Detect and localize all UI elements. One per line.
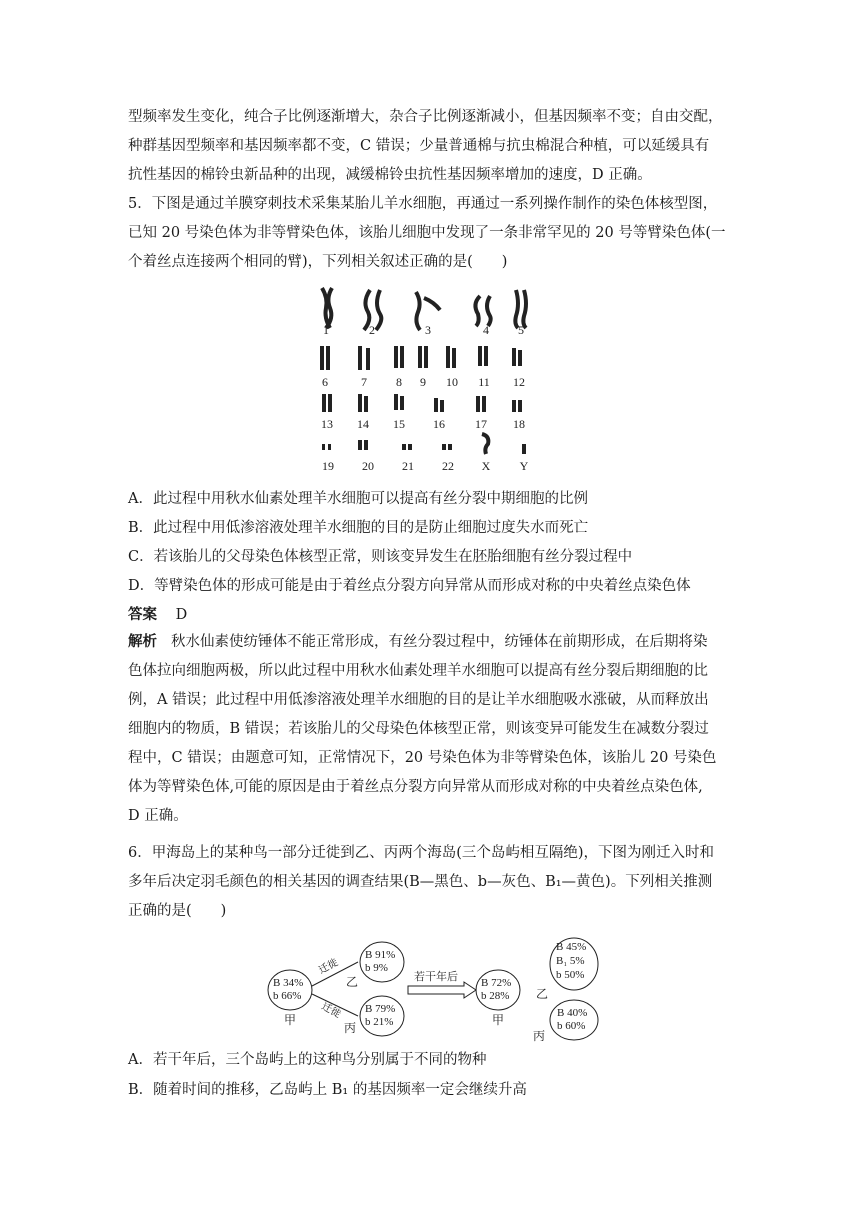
- karyotype-label: 1: [323, 323, 329, 337]
- migration-diagram: [256, 932, 606, 1042]
- time-arrow-label: 若干年后: [414, 971, 458, 983]
- karyotype-label: 16: [433, 417, 445, 431]
- question-6-stem: [128, 839, 732, 926]
- option-c: C．若该胎儿的父母染色体核型正常，则该变异发生在胚胎细胞有丝分裂过程中: [128, 549, 633, 565]
- stem-line: 已知 20 号染色体为非等臂染色体，该胎儿细胞中发现了一条非常罕见的 20 号等臂染色体(一: [128, 225, 726, 241]
- karyotype-label: 3: [425, 323, 431, 337]
- analysis-line: 例，A 错误；此过程中用低渗溶液处理羊水细胞的目的是让羊水细胞吸水涨破，从而释放出: [128, 692, 709, 708]
- stem-line: 6．甲海岛上的某种鸟一部分迁徙到乙、丙两个海岛(三个岛屿相互隔绝)，下图为刚迁入时和: [128, 845, 715, 861]
- karyotype-label: 21: [402, 459, 414, 473]
- migrate-label-bottom: 迁徙: [319, 1001, 343, 1021]
- option-b: B．此过程中用低渗溶液处理羊水细胞的目的是防止细胞过度失水而死亡: [128, 520, 589, 536]
- time-arrow: [408, 982, 476, 998]
- karyotype-label: 15: [393, 417, 405, 431]
- analysis-paragraph: [128, 628, 732, 831]
- q6-option-a: A．若干年后，三个岛屿上的这种鸟分别属于不同的物种: [128, 1052, 487, 1068]
- bing-end-b: B 40%: [557, 1007, 588, 1019]
- bing-end-b-lower: b 60%: [557, 1020, 586, 1032]
- bing-start-b-lower: b 21%: [365, 1016, 394, 1028]
- stem-line: 多年后决定羽毛颜色的相关基因的调查结果(B—黑色、b—灰色、B₁—黄色)。下列相关推测: [128, 874, 713, 890]
- yi-end-b1: B₁ 5%: [556, 955, 585, 967]
- yi-end-label: 乙: [536, 987, 549, 1001]
- karyotype-label: 6: [322, 375, 328, 389]
- karyotype-label: 22: [442, 459, 454, 473]
- yi-end-b-lower: b 50%: [556, 969, 585, 981]
- migrate-label-top: 迁徙: [317, 957, 341, 977]
- bing-end-label: 丙: [533, 1029, 546, 1042]
- answer-value: D: [175, 607, 188, 623]
- yi-start-b: B 91%: [365, 949, 396, 961]
- yi-end-b: B 45%: [556, 941, 587, 953]
- answer-label: 答案: [128, 607, 157, 623]
- analysis-label: 解析: [128, 634, 157, 650]
- analysis-line: 程中，C 错误；由题意可知，正常情况下，20 号染色体为非等臂染色体，该胎儿 20 号染色: [128, 750, 717, 766]
- karyotype-label: 12: [513, 375, 525, 389]
- karyotype-figure: [312, 284, 548, 474]
- intro-paragraph: [128, 103, 732, 190]
- analysis-line: [128, 628, 732, 657]
- option-d: D．等臂染色体的形成可能是由于着丝点分裂方向异常从而形成对称的中央着丝点染色体: [128, 578, 691, 594]
- intro-line: 抗性基因的棉铃虫新品种的出现，减缓棉铃虫抗性基因频率增加的速度，D 正确。: [128, 167, 652, 183]
- jia-end-b-lower: b 28%: [481, 990, 510, 1002]
- answer-line: [128, 603, 187, 624]
- jia-end-b: B 72%: [481, 977, 512, 989]
- karyotype-label: 19: [322, 459, 334, 473]
- karyotype-label: 11: [478, 375, 490, 389]
- bing-start-b: B 79%: [365, 1003, 396, 1015]
- yi-start-b-lower: b 9%: [365, 962, 388, 974]
- bing-start-label: 丙: [344, 1021, 357, 1035]
- karyotype-label: 17: [475, 417, 487, 431]
- jia-start-b-lower: b 66%: [273, 990, 302, 1002]
- karyotype-label: 14: [357, 417, 369, 431]
- analysis-line: 色体拉向细胞两极，所以此过程中用秋水仙素处理羊水细胞可以提高有丝分裂后期细胞的比: [128, 663, 708, 679]
- jia-start-label: 甲: [284, 1013, 297, 1027]
- stem-line: 个着丝点连接两个相同的臂)，下列相关叙述正确的是( ): [128, 254, 508, 270]
- karyotype-label: 20: [362, 459, 374, 473]
- intro-line: 型频率发生变化，纯合子比例逐渐增大，杂合子比例逐渐减小，但基因频率不变；自由交配，: [128, 109, 723, 125]
- karyotype-label: 10: [446, 375, 458, 389]
- intro-line: 种群基因型频率和基因频率都不变，C 错误；少量普通棉与抗虫棉混合种植，可以延缓具有: [128, 138, 710, 154]
- analysis-line: D 正确。: [128, 808, 188, 824]
- karyotype-label: 13: [321, 417, 333, 431]
- karyotype-label: 18: [513, 417, 525, 431]
- karyotype-label: 9: [420, 375, 426, 389]
- yi-start-label: 乙: [346, 975, 359, 989]
- stem-line: 正确的是( ): [128, 903, 227, 919]
- karyotype-label: 4: [483, 323, 489, 337]
- karyotype-label: 7: [361, 375, 367, 389]
- stem-line: 5．下图是通过羊膜穿刺技术采集某胎儿羊水细胞，再通过一系列操作制作的染色体核型图，: [128, 196, 718, 212]
- karyotype-label: 8: [396, 375, 402, 389]
- analysis-line: 体为等臂染色体,可能的原因是由于着丝点分裂方向异常从而形成对称的中央着丝点染色体,: [128, 779, 703, 795]
- question-5-stem: [128, 190, 732, 277]
- q6-option-b: B．随着时间的推移，乙岛屿上 B₁ 的基因频率一定会继续升高: [128, 1082, 527, 1098]
- karyotype-label: 2: [369, 323, 375, 337]
- analysis-text: 秋水仙素使纺锤体不能正常形成，有丝分裂过程中，纺锤体在前期形成，在后期将染: [171, 634, 708, 650]
- option-a: A．此过程中用秋水仙素处理羊水细胞可以提高有丝分裂中期细胞的比例: [128, 491, 588, 507]
- karyotype-label: 5: [518, 323, 524, 337]
- karyotype-label: X: [481, 459, 491, 473]
- jia-start-b: B 34%: [273, 977, 304, 989]
- analysis-line: 细胞内的物质，B 错误；若该胎儿的父母染色体核型正常，则该变异可能发生在减数分裂过: [128, 721, 709, 737]
- karyotype-label: Y: [519, 459, 529, 473]
- jia-end-label: 甲: [492, 1013, 505, 1027]
